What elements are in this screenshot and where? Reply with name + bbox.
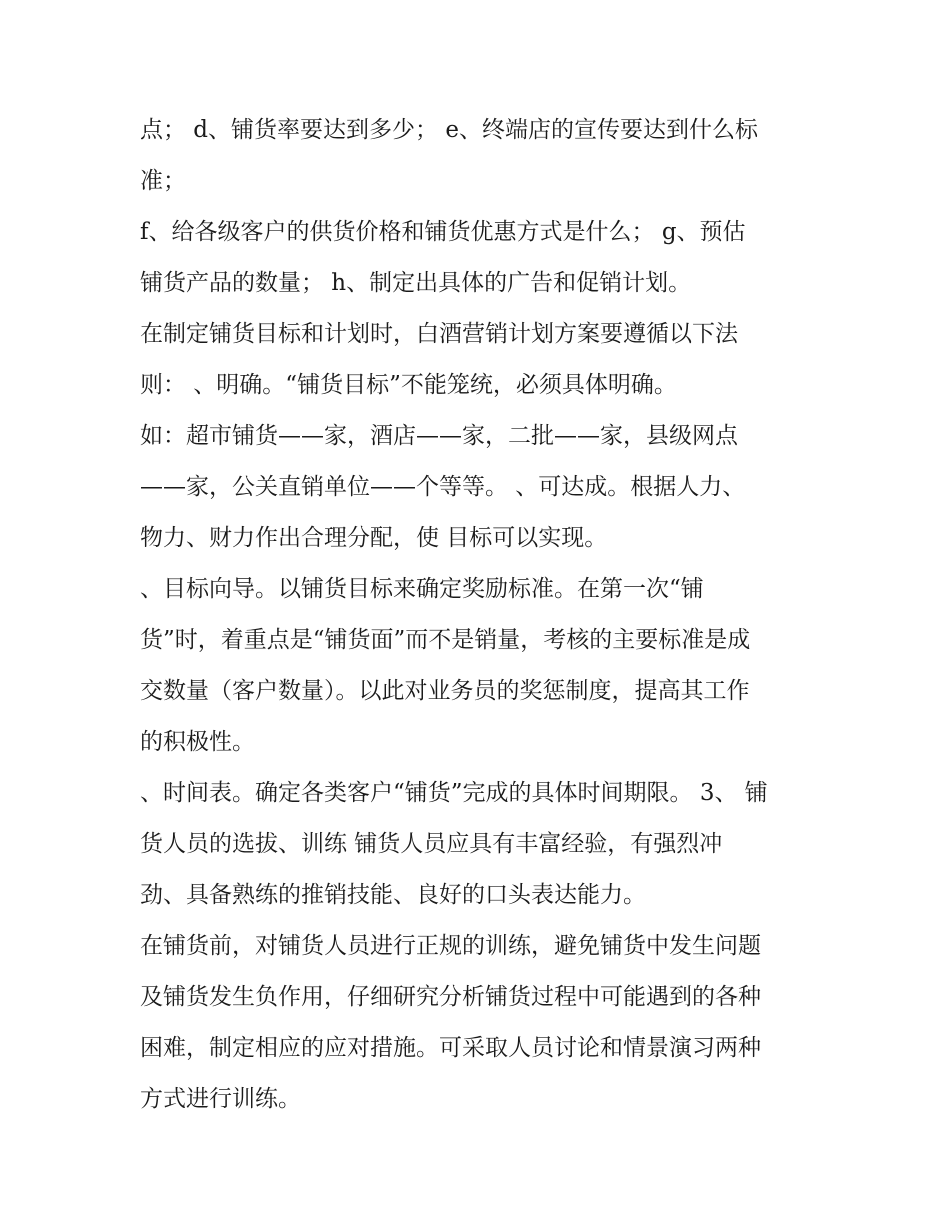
text-line: 在制定铺货目标和计划时，白酒营销计划方案要遵循以下法: [140, 321, 738, 347]
text-line: 货”时，着重点是“铺货面”而不是销量，考核的主要标准是成: [140, 627, 751, 653]
text-line: 准；: [140, 168, 186, 194]
text-line: 及铺货发生负作用，仔细研究分析铺货过程中可能遇到的各种: [140, 984, 761, 1010]
text-line: 、时间表。确定各类客户“铺货”完成的具体时间期限。 3、 铺: [140, 780, 768, 806]
text-line: 物力、财力作出合理分配，使 目标可以实现。: [140, 525, 608, 551]
text-line: 的积极性。: [140, 729, 255, 755]
text-line: ——家，公关直销单位——个等等。 、可达成。根据人力、: [140, 474, 746, 500]
text-line: f、给各级客户的供货价格和铺货优惠方式是什么； g、预估: [140, 219, 746, 245]
text-line: 、目标向导。以铺货目标来确定奖励标准。在第一次“铺: [140, 576, 704, 602]
text-line: 劲、具备熟练的推销技能、良好的口头表达能力。: [140, 882, 646, 908]
text-line: 如：超市铺货——家，酒店——家，二批——家，县级网点: [140, 423, 738, 449]
text-line: 点； d、铺货率要达到多少； e、终端店的宣传要达到什么标: [140, 117, 758, 143]
text-line: 则： 、明确。“铺货目标”不能笼统，必须具体明确。: [140, 372, 677, 398]
text-line: 铺货产品的数量； h、制定出具体的广告和促销计划。: [140, 270, 692, 296]
text-line: 在铺货前，对铺货人员进行正规的训练，避免铺货中发生问题: [140, 933, 761, 959]
text-line: 方式进行训练。: [140, 1086, 301, 1112]
body-text: [140, 108, 830, 1128]
text-line: 困难，制定相应的应对措施。可采取人员讨论和情景演习两种: [140, 1035, 761, 1061]
text-line: 货人员的选拔、训练 铺货人员应具有丰富经验，有强烈冲: [140, 831, 723, 857]
text-line: 交数量（客户数量）。以此对业务员的奖惩制度，提高其工作: [140, 678, 750, 704]
